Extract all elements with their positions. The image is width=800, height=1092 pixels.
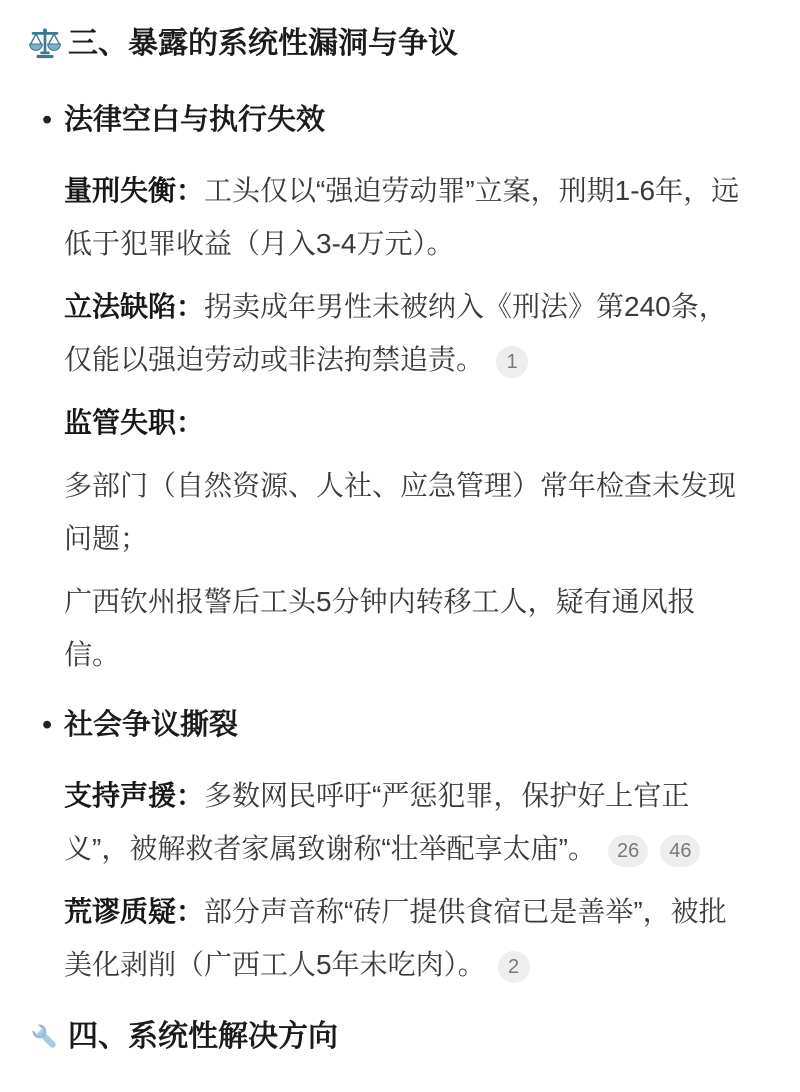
chat-message-body	[28, 24, 772, 1057]
citation-badge[interactable]: 26	[608, 835, 648, 867]
paragraph-text: 部分声音称“砖厂提供食宿已是善举”，被批美化剥削（广西工人5年未吃肉）。	[64, 896, 727, 980]
paragraph-label: 立法缺陷：	[64, 291, 205, 322]
paragraph-text: 拐卖成年男性未被纳入《刑法》第240条，仅能以强迫劳动或非法拘禁追责。	[64, 291, 727, 375]
paragraph-support	[64, 769, 740, 875]
section-heading-3	[28, 24, 772, 64]
paragraph-text: 多部门（自然资源、人社、应急管理）常年检查未发现问题；	[64, 470, 737, 554]
paragraph-label: 支持声援：	[64, 780, 205, 811]
citation-badge[interactable]: 1	[496, 346, 528, 378]
legal-gap-paragraphs	[64, 164, 740, 681]
paragraph-text: 多数网民呼吁“严惩犯罪，保护好上官正义”，被解救者家属致谢称“壮举配享太庙”。	[64, 780, 690, 864]
paragraph-legislation	[64, 280, 740, 386]
citation-badge[interactable]: 2	[498, 951, 530, 983]
social-dispute-paragraphs	[64, 769, 740, 991]
bullet-item-legal-gap	[42, 102, 772, 138]
bullet-title: 法律空白与执行失效	[64, 104, 326, 136]
paragraph-sentencing	[64, 164, 740, 270]
bullet-item-social-dispute	[42, 707, 772, 743]
scales-icon	[28, 27, 62, 61]
bullet-dot	[42, 707, 64, 743]
bullet-title: 社会争议撕裂	[64, 709, 239, 741]
paragraph-label: 荒谬质疑：	[64, 896, 205, 927]
paragraph-text: 广西钦州报警后工头5分钟内转移工人，疑有通风报信。	[64, 586, 696, 670]
paragraph-oversight	[64, 396, 740, 449]
section-heading-4	[28, 1017, 772, 1057]
paragraph-label: 量刑失衡：	[64, 175, 205, 206]
paragraph-tipoff	[64, 575, 740, 681]
paragraph-label: 监管失职：	[64, 407, 205, 438]
section-4-title: 四、系统性解决方向	[68, 1020, 338, 1053]
paragraph-absurd-doubt	[64, 885, 740, 991]
wrench-icon	[28, 1020, 62, 1054]
paragraph-text: 工头仅以“强迫劳动罪”立案，刑期1-6年，远低于犯罪收益（月入3-4万元）。	[64, 175, 740, 259]
section-3-title: 三、暴露的系统性漏洞与争议	[68, 27, 458, 60]
citation-badge[interactable]: 46	[660, 835, 700, 867]
bullet-dot	[42, 102, 64, 138]
paragraph-departments	[64, 459, 740, 565]
